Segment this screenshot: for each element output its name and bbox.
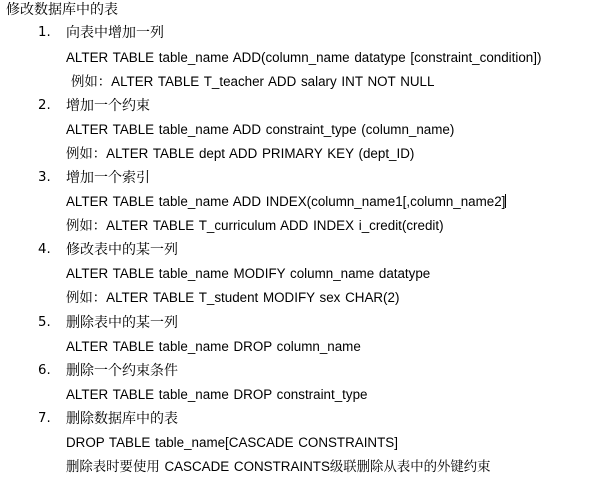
section-4-syntax: ALTER TABLE table_name MODIFY column_name datatype [66,266,431,281]
section-4-example: 例如：ALTER TABLE T_student MODIFY sex CHAR(2) [66,290,400,305]
section-2-example: 例如：ALTER TABLE dept ADD PRIMARY KEY (dept_ID) [66,146,415,161]
section-4-heading: 修改表中的某一列 [66,242,178,258]
section-1-syntax: ALTER TABLE table_name ADD(column_name datatype [constraint_condition]) [66,50,542,65]
section-6-heading: 删除一个约束条件 [66,363,178,379]
section-6-syntax: ALTER TABLE table_name DROP constraint_type [66,387,368,402]
section-1-example: 例如：ALTER TABLE T_teacher ADD salary INT NOT NULL [71,74,435,89]
section-7-syntax: DROP TABLE table_name[CASCADE CONSTRAINTS] [66,435,398,450]
section-5-syntax: ALTER TABLE table_name DROP column_name [66,339,361,354]
section-3-syntax-line [66,193,506,211]
section-6-number: 6. [38,363,51,378]
section-2-heading: 增加一个约束 [66,98,150,114]
section-3-syntax: ALTER TABLE table_name ADD INDEX(column_name1[,column_name2] [66,194,506,209]
section-1-heading: 向表中增加一列 [66,25,164,41]
section-3-example: 例如：ALTER TABLE T_curriculum ADD INDEX i_credit(credit) [66,218,444,233]
section-7-note: 删除表时要使用 CASCADE CONSTRAINTS级联删除从表中的外键约束 [66,459,491,474]
page-title: 修改数据库中的表 [6,2,118,18]
section-2-syntax: ALTER TABLE table_name ADD constraint_type (column_name) [66,122,455,137]
section-7-number: 7. [38,411,51,426]
text-cursor [505,194,506,208]
section-3-heading: 增加一个索引 [66,170,150,186]
section-1-number: 1. [38,25,51,40]
section-2-number: 2. [38,98,51,113]
section-5-number: 5. [38,315,51,330]
section-7-heading: 删除数据库中的表 [66,411,178,427]
section-4-number: 4. [38,242,51,257]
section-3-number: 3. [38,170,51,185]
section-5-heading: 删除表中的某一列 [66,315,178,331]
